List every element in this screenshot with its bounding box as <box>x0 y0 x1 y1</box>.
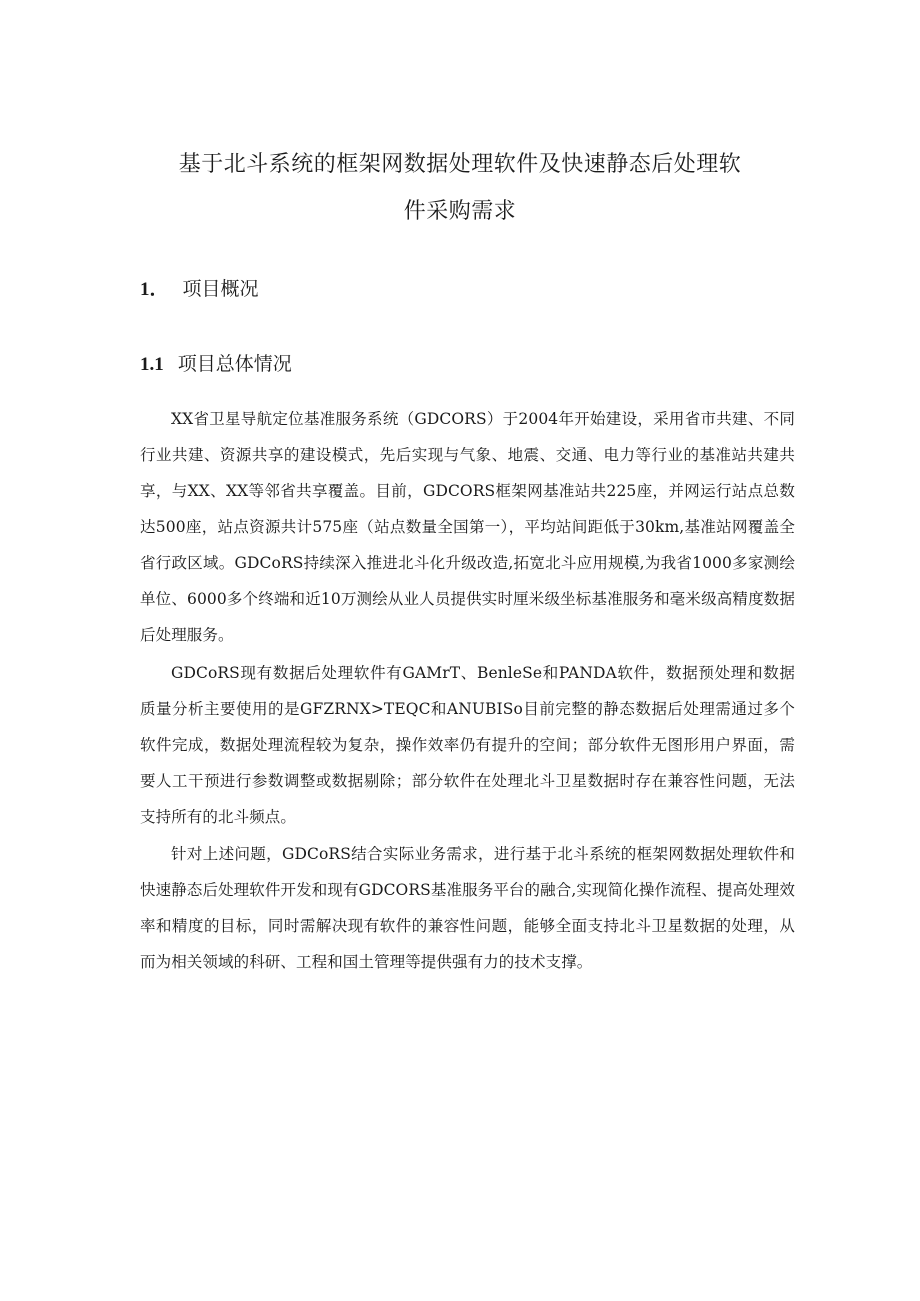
subsection-number: 1.1 <box>140 354 164 375</box>
section-heading-1-1 <box>140 349 292 376</box>
paragraph: GDCoRS现有数据后处理软件有GAMrT、BenleSe和PANDA软件，数据预处理和数据质量分析主要使用的是GFZRNX>TEQC和ANUBISo目前完整的静态数据后处理需通过多个软件完成，数据处理流程较为复杂，操作效率仍有提升的空间；部分软件无图形用户界面，需要人工干预进行参数调整或数据剔除；部分软件在处理北斗卫星数据时存在兼容性问题，无法支持所有的北斗频点。 <box>140 664 795 826</box>
section-heading-1 <box>140 274 259 301</box>
paragraph: 针对上述问题，GDCoRS结合实际业务需求，进行基于北斗系统的框架网数据处理软件和快速静态后处理软件开发和现有GDCORS基准服务平台的融合,实现简化操作流程、提高处理效率和精度的目标，同时需解决现有软件的兼容性问题，能够全面支持北斗卫星数据的处理，从而为相关领域的科研、工程和国土管理等提供强有力的技术支撑。 <box>140 845 795 971</box>
section-title: 项目概况 <box>182 278 259 300</box>
paragraph: XX省卫星导航定位基准服务系统（GDCORS）于2004年开始建设，采用省市共建、不同行业共建、资源共享的建设模式，先后实现与气象、地震、交通、电力等行业的基准站共建共享，与XX、XX等邻省共享覆盖。目前，GDCORS框架网基准站共225座，并网运行站点总数达500座，站点资源共计575座（站点数量全国第一），平均站间距低于30km,基准站网覆盖全省行政区域。GDCoRS持续深入推进北斗化升级改造,拓宽北斗应用规模,为我省1000多家测绘单位、6000多个终端和近10万测绘从业人员提供实时厘米级坐标基准服务和毫米级高精度数据后处理服务。 <box>140 410 795 644</box>
section-number: 1． <box>140 279 169 300</box>
document-title-line-2: 件采购需求 <box>403 199 517 224</box>
document-title-line-1: 基于北斗系统的框架网数据处理软件及快速静态后处理软 <box>178 152 742 177</box>
subsection-title: 项目总体情况 <box>177 353 292 375</box>
